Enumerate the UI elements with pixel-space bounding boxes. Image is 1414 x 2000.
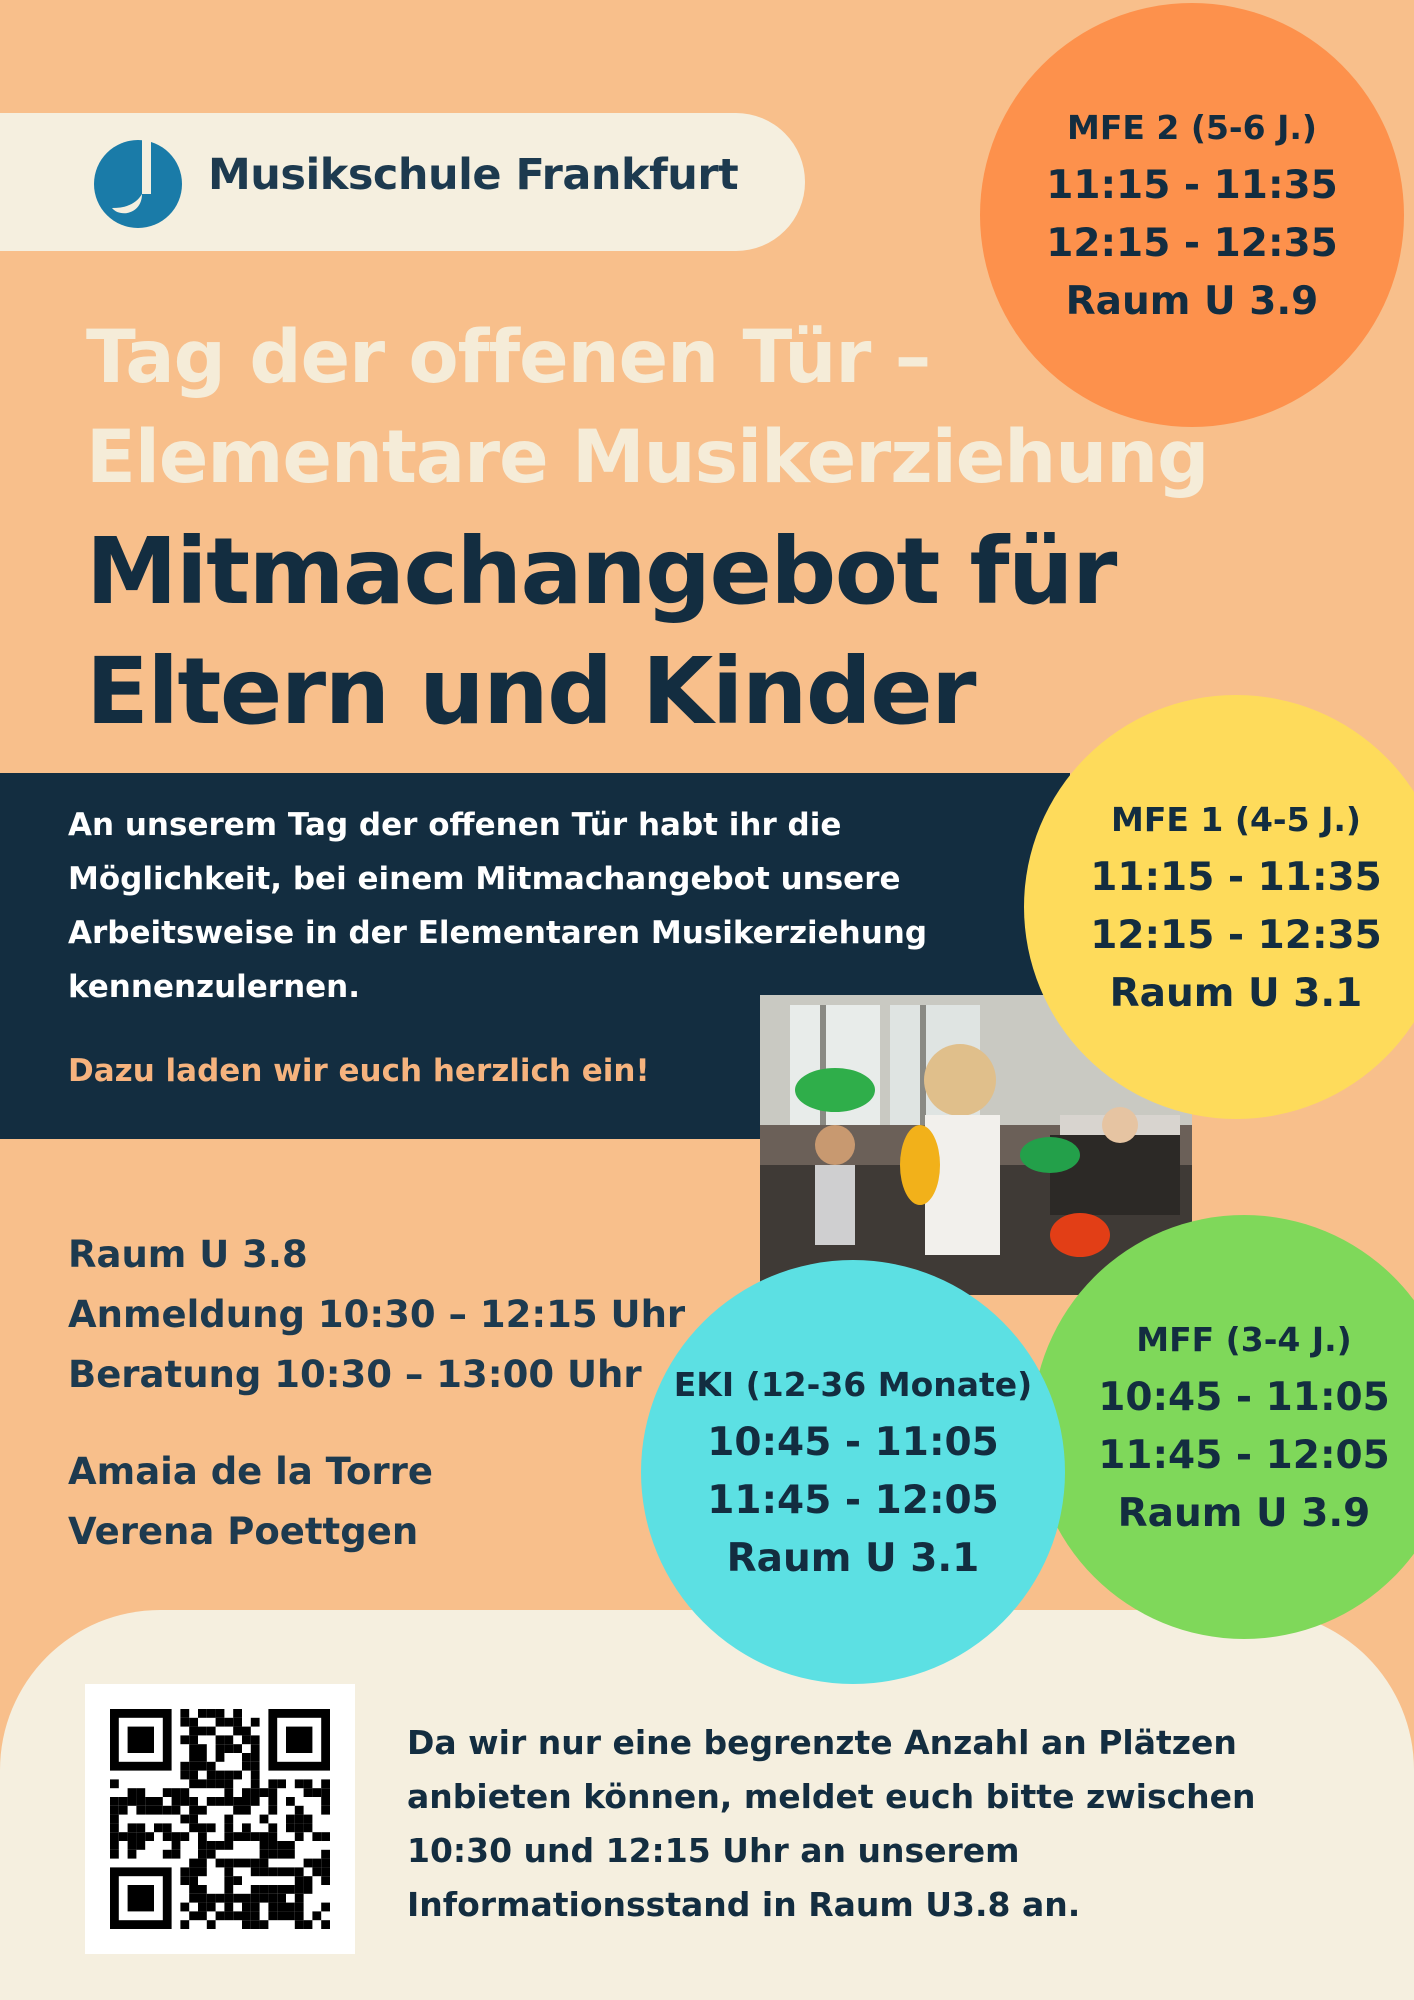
course-title: MFF (3-4 J.): [1136, 1320, 1352, 1359]
note-logo-icon: [92, 138, 184, 230]
course-circle-eki: [641, 1260, 1065, 1684]
info-consultation: Beratung 10:30 – 13:00 Uhr: [68, 1353, 642, 1396]
registration-notice: Da wir nur eine begrenzte Anzahl an Plätzen anbieten können, meldet euch bitte zwischen 10:30 und 12:15 Uhr an unserem Informationsstand in Raum U3.8 an.: [407, 1723, 1256, 1924]
event-title-line1: Tag der offenen Tür –: [86, 315, 931, 400]
course-time: 11:15 - 11:35: [1090, 855, 1382, 900]
course-room: Raum U 3.9: [1065, 279, 1319, 324]
course-room: Raum U 3.1: [1109, 971, 1363, 1016]
contact-person-2: Verena Poettgen: [68, 1510, 419, 1553]
course-time: 11:45 - 12:05: [1098, 1433, 1390, 1478]
qr-code-icon: [110, 1709, 330, 1929]
course-time: 10:45 - 11:05: [707, 1420, 999, 1465]
course-time: 12:15 - 12:35: [1046, 221, 1338, 266]
offer-title-line2: Eltern und Kinder: [86, 638, 975, 745]
contact-person-1: Amaia de la Torre: [68, 1450, 434, 1493]
info-room: Raum U 3.8: [68, 1233, 308, 1276]
course-time: 12:15 - 12:35: [1090, 913, 1382, 958]
invite-text: Dazu laden wir euch herzlich ein!: [68, 1053, 650, 1089]
course-room: Raum U 3.1: [726, 1536, 980, 1581]
intro-text: An unserem Tag der offenen Tür habt ihr die Möglichkeit, bei einem Mitmachangebot unsere Arbeitsweise in der Elementaren Musikerziehung kennenzulernen.: [68, 807, 928, 1005]
course-time: 11:45 - 12:05: [707, 1478, 999, 1523]
course-circle-mfe2: [980, 3, 1404, 427]
qr-code[interactable]: [85, 1684, 355, 1954]
course-room: Raum U 3.9: [1117, 1491, 1371, 1536]
course-title: EKI (12-36 Monate): [673, 1365, 1033, 1404]
course-title: MFE 1 (4-5 J.): [1111, 800, 1361, 839]
logo-text: Musikschule Frankfurt: [208, 150, 739, 200]
event-title-line2: Elementare Musikerziehung: [86, 415, 1209, 500]
course-time: 10:45 - 11:05: [1098, 1375, 1390, 1420]
course-time: 11:15 - 11:35: [1046, 163, 1338, 208]
info-registration: Anmeldung 10:30 – 12:15 Uhr: [68, 1293, 686, 1336]
offer-title-line1: Mitmachangebot für: [86, 518, 1116, 625]
course-title: MFE 2 (5-6 J.): [1067, 108, 1317, 147]
